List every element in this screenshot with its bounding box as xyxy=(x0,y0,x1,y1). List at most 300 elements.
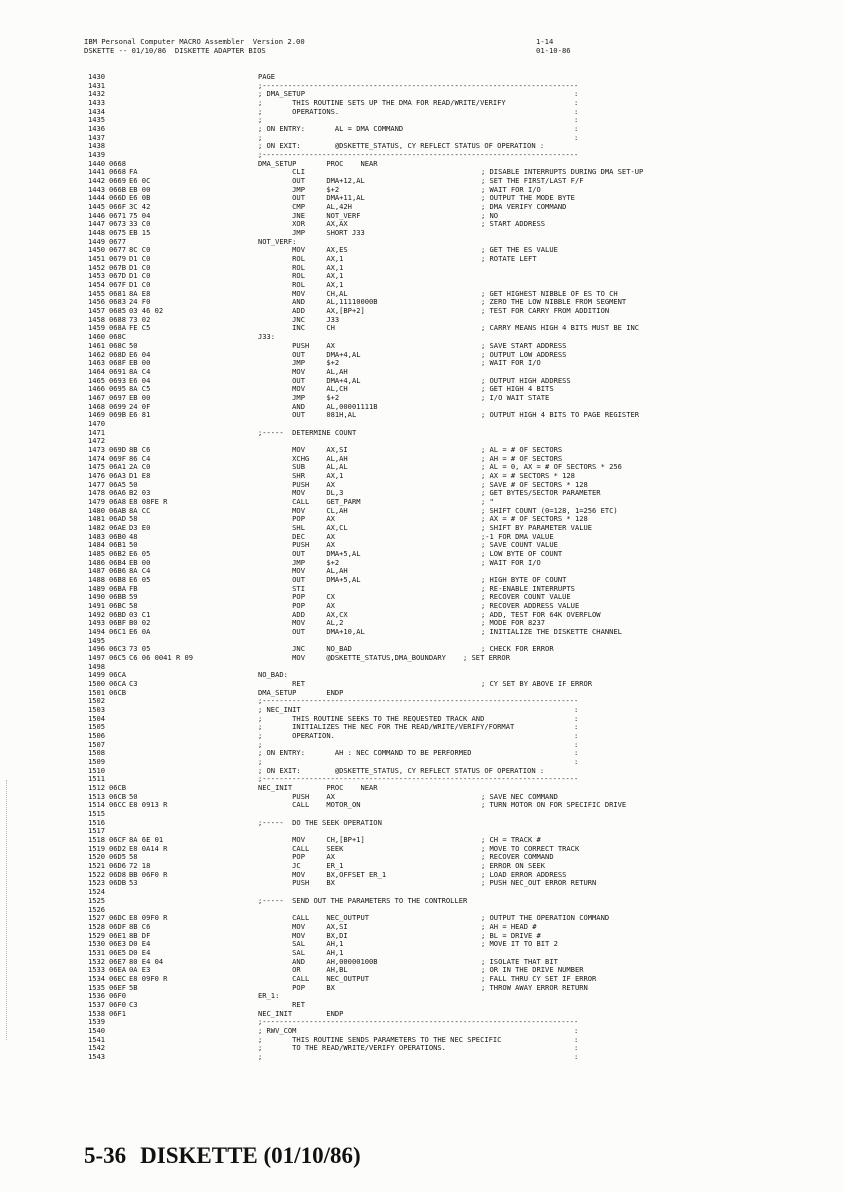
line-address: 068A xyxy=(109,323,127,333)
line-object-code: FB xyxy=(129,583,138,593)
line-comment: ; RECOVER COMMAND xyxy=(481,852,554,862)
line-comment: ; SAVE COUNT VALUE xyxy=(481,540,558,550)
line-address: 0677 xyxy=(109,245,127,255)
line-source: PUSH AX xyxy=(258,340,335,350)
line-address: 0675 xyxy=(109,228,127,238)
line-comment: ; SHIFT COUNT (0=128, 1=256 ETC) xyxy=(481,505,618,515)
line-source: CMP AL,42H xyxy=(258,202,352,212)
listing-line xyxy=(88,489,828,498)
line-comment: ; MODE FOR 8237 xyxy=(481,618,546,628)
line-address: 067D xyxy=(109,271,127,281)
line-number: 1455 xyxy=(88,288,106,298)
line-source: MOV AX,SI xyxy=(258,921,348,931)
line-number: 1480 xyxy=(88,505,106,515)
line-source: ; THIS ROUTINE SEEKS TO THE REQUESTED TRACK AND : xyxy=(258,713,579,723)
header-title: IBM Personal Computer MACRO Assembler Version 2.00 xyxy=(84,37,305,46)
listing-line xyxy=(88,862,828,871)
line-source: MOV AX,SI xyxy=(258,444,348,454)
line-number: 1492 xyxy=(88,609,106,619)
line-number: 1446 xyxy=(88,210,106,220)
line-comment: ; SAVE # OF SECTORS * 128 xyxy=(481,479,588,489)
line-source: ;----- DO THE SEEK OPERATION xyxy=(258,817,382,827)
line-source: ; NEC_INIT : xyxy=(258,705,579,715)
line-number: 1470 xyxy=(88,418,106,428)
line-comment: ; HIGH BYTE OF COUNT xyxy=(481,574,567,584)
line-object-code: 58 xyxy=(129,600,138,610)
line-number: 1472 xyxy=(88,436,106,446)
listing-line xyxy=(88,472,828,481)
line-source: ; : xyxy=(258,132,579,142)
line-number: 1449 xyxy=(88,236,106,246)
line-object-code: 75 04 xyxy=(129,210,151,220)
line-address: 0693 xyxy=(109,375,127,385)
line-number: 1488 xyxy=(88,574,106,584)
line-source: ER_1: xyxy=(258,991,280,1001)
line-number: 1467 xyxy=(88,392,106,402)
line-number: 1512 xyxy=(88,783,106,793)
line-comment: ; WAIT FOR I/O xyxy=(481,557,541,567)
line-number: 1533 xyxy=(88,965,106,975)
line-comment: ; AL = # OF SECTORS xyxy=(481,444,563,454)
line-object-code: 8C C0 xyxy=(129,245,151,255)
line-source: MOV AL,CH xyxy=(258,384,348,394)
line-address: 06BF xyxy=(109,618,127,628)
line-number: 1496 xyxy=(88,644,106,654)
listing-line xyxy=(88,654,828,663)
line-address: 069B xyxy=(109,410,127,420)
line-source: ; RWV_COM : xyxy=(258,1025,579,1035)
line-source: ;-------------------------------------------------------------------------- xyxy=(258,696,579,706)
listing-line xyxy=(88,871,828,880)
line-object-code: D1 C0 xyxy=(129,271,151,281)
listing-line xyxy=(88,932,828,941)
line-address: 06DF xyxy=(109,921,127,931)
line-address: 06C3 xyxy=(109,644,127,654)
line-source: SAL AH,1 xyxy=(258,939,344,949)
line-address: 06AE xyxy=(109,522,127,532)
line-address: 06A8 xyxy=(109,496,127,506)
line-address: 06E1 xyxy=(109,930,127,940)
line-number: 1525 xyxy=(88,895,106,905)
line-source: JMP $+2 xyxy=(258,358,340,368)
line-address: 06BA xyxy=(109,583,127,593)
line-source: ROL AX,1 xyxy=(258,271,344,281)
listing-line xyxy=(88,567,828,576)
line-address: 06B4 xyxy=(109,557,127,567)
listing-line xyxy=(88,819,828,828)
line-source: CALL MOTOR_ON xyxy=(258,800,361,810)
line-source: OUT DMA+5,AL xyxy=(258,574,361,584)
line-object-code: 24 0F xyxy=(129,401,151,411)
line-comment: ; LOW BYTE OF COUNT xyxy=(481,548,563,558)
listing-line xyxy=(88,628,828,637)
line-number: 1522 xyxy=(88,869,106,879)
listing-line xyxy=(88,220,828,229)
line-address: 067F xyxy=(109,280,127,290)
line-number: 1527 xyxy=(88,913,106,923)
line-number: 1532 xyxy=(88,956,106,966)
line-source: CALL GET_PARM xyxy=(258,496,361,506)
line-number: 1448 xyxy=(88,228,106,238)
listing-line xyxy=(88,437,828,446)
listing-line xyxy=(88,212,828,221)
line-comment: ; MOVE TO CORRECT TRACK xyxy=(481,843,580,853)
line-number: 1465 xyxy=(88,375,106,385)
line-source: NEC_INIT ENDP xyxy=(258,1008,344,1018)
line-object-code: D1 E8 xyxy=(129,470,151,480)
listing-line xyxy=(88,342,828,351)
line-comment: ; BL = DRIVE # xyxy=(481,930,541,940)
line-source: ; THIS ROUTINE SETS UP THE DMA FOR READ/WRITE/VERIFY : xyxy=(258,98,579,108)
line-address: 06A3 xyxy=(109,470,127,480)
line-source: ;-------------------------------------------------------------------------- xyxy=(258,150,579,160)
line-comment: ; AH = # OF SECTORS xyxy=(481,453,563,463)
line-number: 1474 xyxy=(88,453,106,463)
line-comment: ; RECOVER ADDRESS VALUE xyxy=(481,600,580,610)
line-source: SUB AL,AL xyxy=(258,462,348,472)
line-number: 1461 xyxy=(88,340,106,350)
line-number: 1517 xyxy=(88,826,106,836)
listing-line xyxy=(88,186,828,195)
listing-line xyxy=(88,394,828,403)
line-object-code: E6 0A xyxy=(129,627,151,636)
line-number: 1519 xyxy=(88,843,106,853)
listing-line xyxy=(88,168,828,177)
line-number: 1456 xyxy=(88,297,106,307)
line-number: 1530 xyxy=(88,939,106,949)
line-number: 1521 xyxy=(88,861,106,871)
line-source: ; OPERATIONS. : xyxy=(258,106,579,116)
listing-line xyxy=(88,229,828,238)
line-source: MOV CL,AH xyxy=(258,505,348,515)
line-object-code: C3 xyxy=(129,999,138,1009)
line-address: 06EC xyxy=(109,973,127,983)
line-address: 06F0 xyxy=(109,999,127,1009)
listing-line xyxy=(88,1053,828,1062)
line-comment: ; OUTPUT THE MODE BYTE xyxy=(481,193,575,203)
line-object-code: FA xyxy=(129,167,138,177)
line-source: PUSH AX xyxy=(258,540,335,550)
listing-line xyxy=(88,455,828,464)
line-address: 0685 xyxy=(109,306,127,316)
listing-line xyxy=(88,611,828,620)
line-object-code: EB 00 xyxy=(129,557,151,567)
listing-line xyxy=(88,403,828,412)
line-address: 06DB xyxy=(109,878,127,888)
line-source: OUT DMA+11,AL xyxy=(258,193,365,203)
line-source: POP AX xyxy=(258,514,335,524)
listing-line xyxy=(88,377,828,386)
line-source: MOV DL,3 xyxy=(258,488,344,498)
line-comment: ; SAVE START ADDRESS xyxy=(481,340,567,350)
line-source: OUT 081H,AL xyxy=(258,410,357,420)
line-object-code: B2 03 xyxy=(129,488,151,498)
listing-line xyxy=(88,897,828,906)
line-object-code: 86 C4 xyxy=(129,453,151,463)
line-number: 1537 xyxy=(88,999,106,1009)
listing-line xyxy=(88,559,828,568)
listing-line xyxy=(88,203,828,212)
line-number: 1457 xyxy=(88,306,106,316)
line-comment: ; RE-ENABLE INTERRUPTS xyxy=(481,583,575,593)
line-source: STI xyxy=(258,583,305,593)
line-number: 1430 xyxy=(88,72,106,81)
line-address: 06BD xyxy=(109,609,127,619)
line-address: 0699 xyxy=(109,401,127,411)
line-number: 1498 xyxy=(88,661,106,671)
line-address: 06F1 xyxy=(109,1008,127,1018)
line-number: 1494 xyxy=(88,627,106,636)
line-address: 0691 xyxy=(109,366,127,376)
line-number: 1487 xyxy=(88,566,106,576)
line-address: 06A5 xyxy=(109,479,127,489)
line-comment: ; SHIFT BY PARAMETER VALUE xyxy=(481,522,593,532)
line-source: MOV AL,2 xyxy=(258,618,344,628)
line-source: ADD AX,[BP+2] xyxy=(258,306,365,316)
listing-line xyxy=(88,984,828,993)
line-number: 1462 xyxy=(88,349,106,359)
line-object-code: 73 05 xyxy=(129,644,151,654)
listing-line xyxy=(88,177,828,186)
line-source: MOV BX,OFFSET ER_1 xyxy=(258,869,387,879)
listing-line xyxy=(88,836,828,845)
line-source: OUT DMA+4,AL xyxy=(258,349,361,359)
line-comment: ; GET BYTES/SECTOR PARAMETER xyxy=(481,488,601,498)
line-comment: ; TEST FOR CARRY FROM ADDITION xyxy=(481,306,610,316)
line-comment: ; AL = 0, AX = # OF SECTORS * 256 xyxy=(481,462,622,472)
scan-artifact xyxy=(6,780,9,1040)
line-source: CALL SEEK xyxy=(258,843,344,853)
line-source: ;----- SEND OUT THE PARAMETERS TO THE CONTROLLER xyxy=(258,895,468,905)
line-source: PAGE xyxy=(258,72,276,81)
line-object-code: D3 E0 xyxy=(129,522,151,532)
listing-line xyxy=(88,906,828,915)
line-object-code: B0 02 xyxy=(129,618,151,628)
line-comment: ; CARRY MEANS HIGH 4 BITS MUST BE INC xyxy=(481,323,640,333)
line-address: 06CB xyxy=(109,783,127,793)
line-number: 1444 xyxy=(88,193,106,203)
line-object-code: 59 xyxy=(129,592,138,602)
line-number: 1539 xyxy=(88,1017,106,1027)
header-page-ref: 1-14 xyxy=(536,37,554,46)
line-comment: ; SET THE FIRST/LAST F/F xyxy=(481,176,584,186)
line-comment: ; GET THE ES VALUE xyxy=(481,245,558,255)
line-source: SHL AX,CL xyxy=(258,522,348,532)
line-number: 1489 xyxy=(88,583,106,593)
line-object-code: E6 05 xyxy=(129,548,151,558)
line-object-code: C3 xyxy=(129,679,138,689)
line-number: 1500 xyxy=(88,679,106,689)
line-number: 1445 xyxy=(88,202,106,212)
listing-line xyxy=(88,524,828,533)
line-address: 0669 xyxy=(109,176,127,186)
line-address: 06F0 xyxy=(109,991,127,1001)
listing-line xyxy=(88,680,828,689)
line-object-code: E8 09F0 R xyxy=(129,973,168,983)
line-object-code: 53 xyxy=(129,878,138,888)
line-object-code: 72 18 xyxy=(129,861,151,871)
line-address: 06CA xyxy=(109,670,127,680)
line-number: 1433 xyxy=(88,98,106,108)
line-number: 1435 xyxy=(88,115,106,125)
listing-line xyxy=(88,966,828,975)
line-comment: ; AH = HEAD # xyxy=(481,921,537,931)
line-comment: ; NO xyxy=(481,210,499,220)
line-number: 1485 xyxy=(88,548,106,558)
line-source: ; : xyxy=(258,1051,579,1061)
line-number: 1443 xyxy=(88,184,106,194)
line-number: 1441 xyxy=(88,167,106,177)
listing-line xyxy=(88,619,828,628)
line-comment: ; " xyxy=(481,496,494,506)
listing-line xyxy=(88,333,828,342)
line-address: 06D8 xyxy=(109,869,127,879)
line-source: OUT DMA+12,AL xyxy=(258,176,365,186)
line-number: 1484 xyxy=(88,540,106,550)
line-number: 1529 xyxy=(88,930,106,940)
line-number: 1495 xyxy=(88,635,106,645)
line-number: 1501 xyxy=(88,687,106,697)
line-source: JC ER_1 xyxy=(258,861,344,871)
line-number: 1483 xyxy=(88,531,106,541)
line-object-code: D0 E4 xyxy=(129,939,151,949)
listing-line xyxy=(88,602,828,611)
line-comment: ; RECOVER COUNT VALUE xyxy=(481,592,571,602)
line-address: 0671 xyxy=(109,210,127,220)
line-address: 06C5 xyxy=(109,653,127,663)
line-number: 1510 xyxy=(88,765,106,775)
line-object-code: E6 81 xyxy=(129,410,151,420)
line-address: 0677 xyxy=(109,236,127,246)
footer-section-title: DISKETTE (01/10/86) xyxy=(140,1143,361,1168)
line-number: 1478 xyxy=(88,488,106,498)
line-source: INC CH xyxy=(258,323,335,333)
line-address: 069F xyxy=(109,453,127,463)
line-number: 1450 xyxy=(88,245,106,255)
listing-line xyxy=(88,533,828,542)
line-address: 06A1 xyxy=(109,462,127,472)
line-object-code: 8A C4 xyxy=(129,366,151,376)
line-object-code: 8B C6 xyxy=(129,921,151,931)
listing-line xyxy=(88,429,828,438)
line-address: 06B1 xyxy=(109,540,127,550)
line-address: 06A6 xyxy=(109,488,127,498)
line-object-code: 48 xyxy=(129,531,138,541)
line-address: 068F xyxy=(109,358,127,368)
line-address: 06D6 xyxy=(109,861,127,871)
line-number: 1509 xyxy=(88,757,106,767)
line-number: 1458 xyxy=(88,314,106,324)
line-source: ; ON ENTRY: AH : NEC COMMAND TO BE PERFORMED : xyxy=(258,748,579,758)
listing-line xyxy=(88,940,828,949)
line-address: 06E7 xyxy=(109,956,127,966)
line-number: 1531 xyxy=(88,947,106,957)
line-comment: ; OUTPUT THE OPERATION COMMAND xyxy=(481,913,610,923)
line-number: 1515 xyxy=(88,809,106,819)
listing-line xyxy=(88,160,828,169)
line-number: 1536 xyxy=(88,991,106,1001)
line-source: AND AL,00001111B xyxy=(258,401,378,411)
line-comment: ; WAIT FOR I/O xyxy=(481,184,541,194)
listing-line xyxy=(88,290,828,299)
line-source: OUT DMA+4,AL xyxy=(258,375,361,385)
line-source: CALL NEC_OUTPUT xyxy=(258,913,370,923)
line-address: 0681 xyxy=(109,288,127,298)
line-number: 1476 xyxy=(88,470,106,480)
listing-line xyxy=(88,593,828,602)
line-source: JNC J33 xyxy=(258,314,340,324)
line-object-code: D1 C0 xyxy=(129,280,151,290)
line-source: J33: xyxy=(258,332,276,342)
line-comment: ; START ADDRESS xyxy=(481,219,546,229)
listing-line xyxy=(88,351,828,360)
line-object-code: 5B xyxy=(129,982,138,992)
line-number: 1451 xyxy=(88,254,106,264)
line-number: 1442 xyxy=(88,176,106,186)
line-comment: ; GET HIGH 4 BITS xyxy=(481,384,554,394)
line-number: 1508 xyxy=(88,748,106,758)
listing-line xyxy=(88,845,828,854)
line-comment: ; AX = # OF SECTORS * 128 xyxy=(481,514,588,524)
listing-line xyxy=(88,576,828,585)
line-number: 1520 xyxy=(88,852,106,862)
line-number: 1526 xyxy=(88,904,106,914)
line-number: 1452 xyxy=(88,262,106,272)
line-comment: ; I/O WAIT STATE xyxy=(481,392,550,402)
line-address: 06DC xyxy=(109,913,127,923)
line-comment: ; GET HIGHEST NIBBLE OF ES TO CH xyxy=(481,288,618,298)
line-number: 1469 xyxy=(88,410,106,420)
line-comment: ; DMA VERIFY COMMAND xyxy=(481,202,567,212)
line-number: 1447 xyxy=(88,219,106,229)
line-object-code: 8B DF xyxy=(129,930,151,940)
line-source: ADD AX,CX xyxy=(258,609,348,619)
line-number: 1511 xyxy=(88,774,106,784)
listing-line xyxy=(88,810,828,819)
line-number: 1490 xyxy=(88,592,106,602)
line-object-code: 50 xyxy=(129,479,138,489)
line-object-code: E6 0B xyxy=(129,193,151,203)
line-source: ; OPERATION. : xyxy=(258,731,579,741)
line-object-code: E8 0913 R xyxy=(129,800,168,810)
line-object-code: 80 E4 04 xyxy=(129,956,164,966)
line-address: 06EA xyxy=(109,965,127,975)
line-number: 1543 xyxy=(88,1051,106,1061)
line-number: 1524 xyxy=(88,887,106,897)
line-source: XOR AX,AX xyxy=(258,219,348,229)
line-source: MOV AX,ES xyxy=(258,245,348,255)
footer-page-number: 5-36 xyxy=(84,1143,127,1168)
listing-line xyxy=(88,238,828,247)
line-object-code: BB 06F0 R xyxy=(129,869,168,879)
line-source: MOV AL,AH xyxy=(258,566,348,576)
line-address: 066D xyxy=(109,193,127,203)
line-object-code: 2A C0 xyxy=(129,462,151,472)
line-source: JMP $+2 xyxy=(258,392,340,402)
line-object-code: 50 xyxy=(129,340,138,350)
line-object-code: E6 05 xyxy=(129,574,151,584)
line-source: AND AL,11110000B xyxy=(258,297,378,307)
line-number: 1453 xyxy=(88,271,106,281)
line-source: OUT DMA+5,AL xyxy=(258,548,361,558)
line-comment: ; OUTPUT HIGH ADDRESS xyxy=(481,375,571,385)
line-number: 1459 xyxy=(88,323,106,333)
line-source: MOV AL,AH xyxy=(258,366,348,376)
line-number: 1463 xyxy=(88,358,106,368)
line-number: 1464 xyxy=(88,366,106,376)
line-number: 1538 xyxy=(88,1008,106,1018)
line-number: 1534 xyxy=(88,973,106,983)
